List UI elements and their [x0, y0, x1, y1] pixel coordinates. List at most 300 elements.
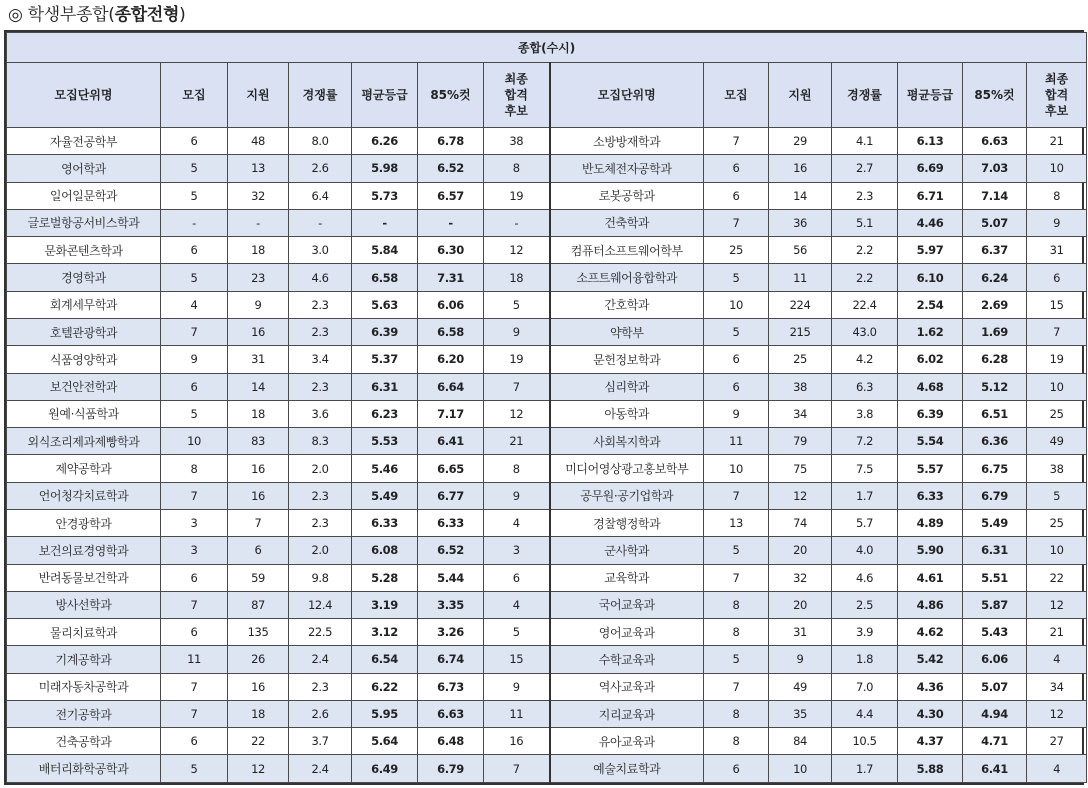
right-avg-grade-cell: 5.90	[898, 537, 963, 564]
left-competition-rate-cell: 2.3	[289, 373, 352, 400]
left-avg-grade-cell: 6.58	[352, 264, 418, 291]
left-final-waitlist-cell: 7	[484, 755, 550, 783]
left-avg-grade-cell: 5.95	[352, 700, 418, 727]
left-final-waitlist-cell: 9	[484, 318, 550, 345]
header-left-applicants: 지원	[228, 63, 289, 128]
left-applicants-cell: 7	[228, 509, 289, 536]
left-cut-85-cell: 6.41	[418, 428, 484, 455]
header-right-cut-85: 85%컷	[963, 63, 1027, 128]
right-final-waitlist-cell: 8	[1027, 182, 1087, 209]
left-competition-rate-cell: 8.0	[289, 128, 352, 155]
left-recruit-cell: 6	[161, 128, 228, 155]
left-avg-grade-cell: 5.73	[352, 182, 418, 209]
right-competition-rate-cell: 2.7	[832, 155, 898, 182]
right-avg-grade-cell: 4.46	[898, 209, 963, 236]
page-title	[8, 2, 185, 28]
right-avg-grade-cell: 4.37	[898, 728, 963, 755]
left-avg-grade-cell: 5.37	[352, 346, 418, 373]
left-competition-rate-cell: 2.3	[289, 482, 352, 509]
left-competition-rate-cell: 2.4	[289, 646, 352, 673]
header-left-unit-name: 모집단위명	[7, 63, 161, 128]
left-avg-grade-cell: 5.64	[352, 728, 418, 755]
header-right-applicants: 지원	[769, 63, 832, 128]
right-avg-grade-cell: 6.39	[898, 400, 963, 427]
right-applicants-cell: 20	[769, 537, 832, 564]
left-competition-rate-cell: 2.6	[289, 700, 352, 727]
right-recruit-cell: 8	[704, 591, 769, 618]
left-avg-grade-cell: 3.19	[352, 591, 418, 618]
right-recruit-cell: 10	[704, 455, 769, 482]
left-final-waitlist-cell: 19	[484, 182, 550, 209]
right-unit-name-cell: 역사교육과	[550, 673, 704, 700]
right-unit-name-cell: 예술치료학과	[550, 755, 704, 783]
left-avg-grade-cell: 6.23	[352, 400, 418, 427]
right-unit-name-cell: 로봇공학과	[550, 182, 704, 209]
right-final-waitlist-cell: 15	[1027, 291, 1087, 318]
right-applicants-cell: 224	[769, 291, 832, 318]
header-left-competition-rate: 경쟁률	[289, 63, 352, 128]
left-cut-85-cell: 7.31	[418, 264, 484, 291]
left-applicants-cell: -	[228, 209, 289, 236]
left-competition-rate-cell: 2.0	[289, 455, 352, 482]
left-recruit-cell: 4	[161, 291, 228, 318]
right-competition-rate-cell: 4.6	[832, 564, 898, 591]
table-row	[7, 155, 1087, 182]
right-recruit-cell: 5	[704, 318, 769, 345]
right-competition-rate-cell: 10.5	[832, 728, 898, 755]
left-final-waitlist-cell: 5	[484, 619, 550, 646]
right-unit-name-cell: 수학교육과	[550, 646, 704, 673]
left-final-waitlist-cell: 4	[484, 591, 550, 618]
header-right-avg-grade: 평균등급	[898, 63, 963, 128]
left-unit-name-cell: 물리치료학과	[7, 619, 161, 646]
right-competition-rate-cell: 6.3	[832, 373, 898, 400]
right-competition-rate-cell: 7.5	[832, 455, 898, 482]
left-applicants-cell: 16	[228, 673, 289, 700]
left-unit-name-cell: 방사선학과	[7, 591, 161, 618]
table-body	[7, 128, 1087, 783]
right-recruit-cell: 9	[704, 400, 769, 427]
left-applicants-cell: 18	[228, 400, 289, 427]
left-cut-85-cell: 6.52	[418, 155, 484, 182]
table-row	[7, 509, 1087, 536]
right-avg-grade-cell: 5.54	[898, 428, 963, 455]
left-final-waitlist-cell: 9	[484, 482, 550, 509]
left-competition-rate-cell: -	[289, 209, 352, 236]
left-avg-grade-cell: 5.49	[352, 482, 418, 509]
left-final-waitlist-cell: 9	[484, 673, 550, 700]
left-recruit-cell: 6	[161, 728, 228, 755]
left-final-waitlist-cell: 15	[484, 646, 550, 673]
left-unit-name-cell: 영어학과	[7, 155, 161, 182]
right-competition-rate-cell: 4.4	[832, 700, 898, 727]
title-prefix: ◎ 학생부종합(	[8, 5, 115, 25]
left-avg-grade-cell: 6.22	[352, 673, 418, 700]
table-row	[7, 564, 1087, 591]
right-cut-85-cell: 5.07	[963, 209, 1027, 236]
left-cut-85-cell: 6.58	[418, 318, 484, 345]
table-row	[7, 646, 1087, 673]
right-final-waitlist-cell: 27	[1027, 728, 1087, 755]
left-applicants-cell: 135	[228, 619, 289, 646]
right-avg-grade-cell: 6.02	[898, 346, 963, 373]
right-recruit-cell: 6	[704, 182, 769, 209]
left-avg-grade-cell: 6.26	[352, 128, 418, 155]
right-final-waitlist-cell: 21	[1027, 128, 1087, 155]
right-recruit-cell: 8	[704, 728, 769, 755]
right-final-waitlist-cell: 22	[1027, 564, 1087, 591]
left-unit-name-cell: 기계공학과	[7, 646, 161, 673]
left-avg-grade-cell: 6.08	[352, 537, 418, 564]
right-unit-name-cell: 문헌정보학과	[550, 346, 704, 373]
left-recruit-cell: 3	[161, 537, 228, 564]
right-cut-85-cell: 6.63	[963, 128, 1027, 155]
left-cut-85-cell: 6.33	[418, 509, 484, 536]
left-recruit-cell: 6	[161, 564, 228, 591]
left-competition-rate-cell: 12.4	[289, 591, 352, 618]
right-applicants-cell: 16	[769, 155, 832, 182]
left-cut-85-cell: -	[418, 209, 484, 236]
right-final-waitlist-cell: 10	[1027, 537, 1087, 564]
right-avg-grade-cell: 4.61	[898, 564, 963, 591]
right-avg-grade-cell: 6.71	[898, 182, 963, 209]
right-competition-rate-cell: 5.7	[832, 509, 898, 536]
left-cut-85-cell: 6.06	[418, 291, 484, 318]
left-cut-85-cell: 6.74	[418, 646, 484, 673]
right-unit-name-cell: 건축학과	[550, 209, 704, 236]
table-row	[7, 755, 1087, 783]
left-competition-rate-cell: 2.4	[289, 755, 352, 783]
right-unit-name-cell: 소방방재학과	[550, 128, 704, 155]
right-applicants-cell: 35	[769, 700, 832, 727]
right-applicants-cell: 49	[769, 673, 832, 700]
right-final-waitlist-cell: 10	[1027, 155, 1087, 182]
table-row	[7, 619, 1087, 646]
right-cut-85-cell: 6.75	[963, 455, 1027, 482]
left-applicants-cell: 6	[228, 537, 289, 564]
left-avg-grade-cell: 6.33	[352, 509, 418, 536]
left-unit-name-cell: 자율전공학부	[7, 128, 161, 155]
left-applicants-cell: 59	[228, 564, 289, 591]
right-avg-grade-cell: 5.42	[898, 646, 963, 673]
right-unit-name-cell: 간호학과	[550, 291, 704, 318]
table-row	[7, 400, 1087, 427]
right-unit-name-cell: 소프트웨어융합학과	[550, 264, 704, 291]
left-applicants-cell: 83	[228, 428, 289, 455]
right-final-waitlist-cell: 4	[1027, 755, 1087, 783]
right-final-waitlist-cell: 21	[1027, 619, 1087, 646]
right-unit-name-cell: 군사학과	[550, 537, 704, 564]
right-final-waitlist-cell: 4	[1027, 646, 1087, 673]
right-final-waitlist-cell: 38	[1027, 455, 1087, 482]
header-right-competition-rate: 경쟁률	[832, 63, 898, 128]
right-cut-85-cell: 6.28	[963, 346, 1027, 373]
left-recruit-cell: 7	[161, 673, 228, 700]
title-suffix: )	[179, 5, 186, 25]
left-recruit-cell: 7	[161, 482, 228, 509]
right-cut-85-cell: 1.69	[963, 318, 1027, 345]
right-applicants-cell: 38	[769, 373, 832, 400]
right-final-waitlist-cell: 10	[1027, 373, 1087, 400]
group-header: 종합(수시)	[7, 33, 1087, 63]
right-avg-grade-cell: 6.69	[898, 155, 963, 182]
right-final-waitlist-cell: 12	[1027, 591, 1087, 618]
right-applicants-cell: 20	[769, 591, 832, 618]
right-competition-rate-cell: 2.2	[832, 237, 898, 264]
left-recruit-cell: 3	[161, 509, 228, 536]
right-cut-85-cell: 7.03	[963, 155, 1027, 182]
right-cut-85-cell: 5.87	[963, 591, 1027, 618]
right-recruit-cell: 7	[704, 209, 769, 236]
left-cut-85-cell: 6.48	[418, 728, 484, 755]
left-avg-grade-cell: 5.28	[352, 564, 418, 591]
left-competition-rate-cell: 4.6	[289, 264, 352, 291]
right-final-waitlist-cell: 25	[1027, 509, 1087, 536]
right-unit-name-cell: 컴퓨터소프트웨어학부	[550, 237, 704, 264]
left-applicants-cell: 23	[228, 264, 289, 291]
left-recruit-cell: 6	[161, 373, 228, 400]
right-applicants-cell: 84	[769, 728, 832, 755]
left-final-waitlist-cell: 16	[484, 728, 550, 755]
right-final-waitlist-cell: 34	[1027, 673, 1087, 700]
title-bold: 종합전형	[114, 5, 180, 25]
left-avg-grade-cell: -	[352, 209, 418, 236]
right-avg-grade-cell: 4.86	[898, 591, 963, 618]
left-cut-85-cell: 6.78	[418, 128, 484, 155]
table-row	[7, 728, 1087, 755]
admission-table	[6, 32, 1087, 783]
left-cut-85-cell: 6.65	[418, 455, 484, 482]
right-applicants-cell: 14	[769, 182, 832, 209]
left-applicants-cell: 18	[228, 237, 289, 264]
left-unit-name-cell: 외식조리제과제빵학과	[7, 428, 161, 455]
table-row	[7, 455, 1087, 482]
table-row	[7, 700, 1087, 727]
header-right-final-waitlist: 최종 합격 후보	[1027, 63, 1087, 128]
left-avg-grade-cell: 6.39	[352, 318, 418, 345]
right-applicants-cell: 11	[769, 264, 832, 291]
right-avg-grade-cell: 4.62	[898, 619, 963, 646]
right-cut-85-cell: 5.12	[963, 373, 1027, 400]
left-competition-rate-cell: 6.4	[289, 182, 352, 209]
right-unit-name-cell: 사회복지학과	[550, 428, 704, 455]
left-competition-rate-cell: 3.4	[289, 346, 352, 373]
left-final-waitlist-cell: 3	[484, 537, 550, 564]
left-competition-rate-cell: 2.3	[289, 318, 352, 345]
right-applicants-cell: 10	[769, 755, 832, 783]
right-final-waitlist-cell: 19	[1027, 346, 1087, 373]
right-recruit-cell: 6	[704, 346, 769, 373]
left-avg-grade-cell: 6.49	[352, 755, 418, 783]
right-final-waitlist-cell: 7	[1027, 318, 1087, 345]
left-avg-grade-cell: 5.53	[352, 428, 418, 455]
left-unit-name-cell: 언어청각치료학과	[7, 482, 161, 509]
right-competition-rate-cell: 43.0	[832, 318, 898, 345]
left-avg-grade-cell: 6.54	[352, 646, 418, 673]
right-competition-rate-cell: 4.2	[832, 346, 898, 373]
left-unit-name-cell: 일어일문학과	[7, 182, 161, 209]
right-cut-85-cell: 7.14	[963, 182, 1027, 209]
left-unit-name-cell: 문화콘텐츠학과	[7, 237, 161, 264]
right-avg-grade-cell: 5.97	[898, 237, 963, 264]
right-avg-grade-cell: 2.54	[898, 291, 963, 318]
right-avg-grade-cell: 5.88	[898, 755, 963, 783]
right-recruit-cell: 7	[704, 564, 769, 591]
left-final-waitlist-cell: 19	[484, 346, 550, 373]
right-cut-85-cell: 6.06	[963, 646, 1027, 673]
left-unit-name-cell: 반려동물보건학과	[7, 564, 161, 591]
right-recruit-cell: 13	[704, 509, 769, 536]
right-recruit-cell: 5	[704, 537, 769, 564]
left-final-waitlist-cell: 38	[484, 128, 550, 155]
right-avg-grade-cell: 4.30	[898, 700, 963, 727]
right-competition-rate-cell: 7.0	[832, 673, 898, 700]
left-applicants-cell: 12	[228, 755, 289, 783]
left-avg-grade-cell: 5.84	[352, 237, 418, 264]
table-row	[7, 537, 1087, 564]
left-unit-name-cell: 안경광학과	[7, 509, 161, 536]
left-applicants-cell: 16	[228, 482, 289, 509]
left-cut-85-cell: 6.57	[418, 182, 484, 209]
left-unit-name-cell: 회계세무학과	[7, 291, 161, 318]
left-final-waitlist-cell: 5	[484, 291, 550, 318]
left-cut-85-cell: 6.20	[418, 346, 484, 373]
left-final-waitlist-cell: 7	[484, 373, 550, 400]
left-recruit-cell: 5	[161, 155, 228, 182]
right-avg-grade-cell: 6.10	[898, 264, 963, 291]
left-competition-rate-cell: 8.3	[289, 428, 352, 455]
right-applicants-cell: 79	[769, 428, 832, 455]
left-cut-85-cell: 6.30	[418, 237, 484, 264]
left-unit-name-cell: 미래자동차공학과	[7, 673, 161, 700]
right-avg-grade-cell: 6.33	[898, 482, 963, 509]
left-competition-rate-cell: 3.0	[289, 237, 352, 264]
right-cut-85-cell: 4.94	[963, 700, 1027, 727]
left-recruit-cell: 7	[161, 318, 228, 345]
right-final-waitlist-cell: 6	[1027, 264, 1087, 291]
right-recruit-cell: 25	[704, 237, 769, 264]
left-final-waitlist-cell: 12	[484, 400, 550, 427]
right-final-waitlist-cell: 49	[1027, 428, 1087, 455]
left-competition-rate-cell: 2.6	[289, 155, 352, 182]
left-competition-rate-cell: 3.7	[289, 728, 352, 755]
left-competition-rate-cell: 9.8	[289, 564, 352, 591]
right-final-waitlist-cell: 12	[1027, 700, 1087, 727]
header-right-recruit: 모집	[704, 63, 769, 128]
right-unit-name-cell: 약학부	[550, 318, 704, 345]
right-applicants-cell: 74	[769, 509, 832, 536]
right-competition-rate-cell: 2.5	[832, 591, 898, 618]
right-recruit-cell: 7	[704, 128, 769, 155]
left-unit-name-cell: 보건의료경영학과	[7, 537, 161, 564]
right-unit-name-cell: 경찰행정학과	[550, 509, 704, 536]
left-cut-85-cell: 6.77	[418, 482, 484, 509]
right-cut-85-cell: 6.24	[963, 264, 1027, 291]
left-applicants-cell: 87	[228, 591, 289, 618]
left-competition-rate-cell: 2.0	[289, 537, 352, 564]
left-unit-name-cell: 건축공학과	[7, 728, 161, 755]
left-applicants-cell: 9	[228, 291, 289, 318]
right-cut-85-cell: 4.71	[963, 728, 1027, 755]
right-final-waitlist-cell: 5	[1027, 482, 1087, 509]
left-applicants-cell: 14	[228, 373, 289, 400]
left-cut-85-cell: 6.79	[418, 755, 484, 783]
right-unit-name-cell: 반도체전자공학과	[550, 155, 704, 182]
left-competition-rate-cell: 2.3	[289, 673, 352, 700]
column-header-row	[7, 63, 1087, 128]
right-competition-rate-cell: 22.4	[832, 291, 898, 318]
left-applicants-cell: 16	[228, 318, 289, 345]
header-right-unit-name: 모집단위명	[550, 63, 704, 128]
right-cut-85-cell: 6.79	[963, 482, 1027, 509]
left-applicants-cell: 48	[228, 128, 289, 155]
left-recruit-cell: 9	[161, 346, 228, 373]
left-final-waitlist-cell: 18	[484, 264, 550, 291]
right-competition-rate-cell: 1.7	[832, 482, 898, 509]
right-competition-rate-cell: 7.2	[832, 428, 898, 455]
left-cut-85-cell: 3.26	[418, 619, 484, 646]
left-unit-name-cell: 호텔관광학과	[7, 318, 161, 345]
left-final-waitlist-cell: 8	[484, 455, 550, 482]
left-final-waitlist-cell: 6	[484, 564, 550, 591]
right-unit-name-cell: 아동학과	[550, 400, 704, 427]
left-cut-85-cell: 3.35	[418, 591, 484, 618]
left-avg-grade-cell: 5.46	[352, 455, 418, 482]
left-unit-name-cell: 보건안전학과	[7, 373, 161, 400]
left-cut-85-cell: 5.44	[418, 564, 484, 591]
left-applicants-cell: 18	[228, 700, 289, 727]
left-avg-grade-cell: 5.63	[352, 291, 418, 318]
left-avg-grade-cell: 6.31	[352, 373, 418, 400]
right-avg-grade-cell: 1.62	[898, 318, 963, 345]
left-cut-85-cell: 6.63	[418, 700, 484, 727]
right-competition-rate-cell: 3.9	[832, 619, 898, 646]
right-competition-rate-cell: 1.8	[832, 646, 898, 673]
left-final-waitlist-cell: 4	[484, 509, 550, 536]
right-unit-name-cell: 국어교육과	[550, 591, 704, 618]
left-final-waitlist-cell: 8	[484, 155, 550, 182]
right-recruit-cell: 7	[704, 482, 769, 509]
left-recruit-cell: 8	[161, 455, 228, 482]
table-row	[7, 482, 1087, 509]
header-left-avg-grade: 평균등급	[352, 63, 418, 128]
right-cut-85-cell: 2.69	[963, 291, 1027, 318]
left-applicants-cell: 26	[228, 646, 289, 673]
table-row	[7, 128, 1087, 155]
left-recruit-cell: 10	[161, 428, 228, 455]
right-final-waitlist-cell: 9	[1027, 209, 1087, 236]
right-final-waitlist-cell: 31	[1027, 237, 1087, 264]
left-unit-name-cell: 원예·식품학과	[7, 400, 161, 427]
left-recruit-cell: 6	[161, 237, 228, 264]
right-recruit-cell: 11	[704, 428, 769, 455]
header-left-final-waitlist: 최종 합격 후보	[484, 63, 550, 128]
left-recruit-cell: 5	[161, 264, 228, 291]
left-applicants-cell: 32	[228, 182, 289, 209]
right-applicants-cell: 36	[769, 209, 832, 236]
left-final-waitlist-cell: 12	[484, 237, 550, 264]
right-applicants-cell: 32	[769, 564, 832, 591]
right-cut-85-cell: 6.31	[963, 537, 1027, 564]
right-recruit-cell: 10	[704, 291, 769, 318]
right-recruit-cell: 5	[704, 646, 769, 673]
left-recruit-cell: 6	[161, 619, 228, 646]
left-applicants-cell: 16	[228, 455, 289, 482]
right-avg-grade-cell: 4.89	[898, 509, 963, 536]
right-recruit-cell: 7	[704, 673, 769, 700]
left-recruit-cell: 5	[161, 755, 228, 783]
right-applicants-cell: 34	[769, 400, 832, 427]
